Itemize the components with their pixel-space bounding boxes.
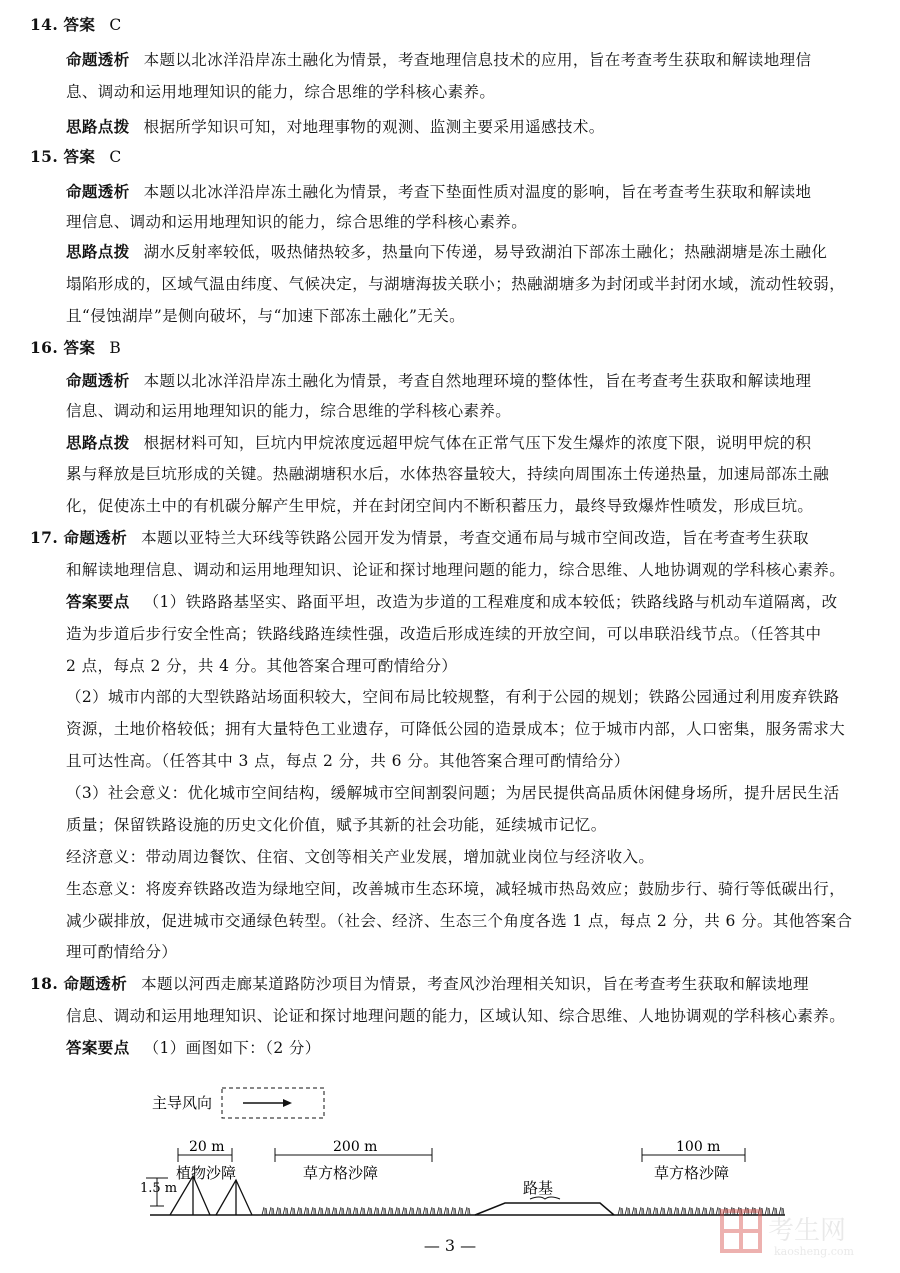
grass-tuft (262, 1207, 267, 1215)
roadbed-brace (530, 1197, 560, 1199)
answer-label: 答案 (63, 148, 96, 166)
grass-tuft (402, 1207, 407, 1215)
grass-tuft (695, 1207, 700, 1215)
grass-tuft (276, 1207, 281, 1215)
analysis-text: 信息、调动和运用地理知识的能力，综合思维的学科核心素养。 (66, 402, 512, 420)
grass-tuft (430, 1207, 435, 1215)
analysis-label: 命题透析 (66, 372, 130, 390)
analysis-label: 命题透析 (63, 529, 128, 547)
grass-tuft (709, 1207, 714, 1215)
q14-answer-line (30, 15, 122, 35)
analysis-label: 命题透析 (66, 183, 130, 201)
grass-tuft (639, 1207, 644, 1215)
dim-20-label: 20 m (189, 1139, 225, 1155)
hint-label: 思路点拨 (66, 243, 130, 261)
points-text: 质量；保留铁路设施的历史文化价值，赋予其新的社会功能，延续城市记忆。 (66, 816, 607, 834)
points-text: 2 点，每点 2 分，共 4 分。其他答案合理可酌情给分） (66, 657, 458, 675)
roadbed-label: 路基 (523, 1179, 554, 1197)
analysis-text: 本题以北冰洋沿岸冻土融化为情景，考查下垫面性质对温度的影响，旨在考查考生获取和解读地 (143, 183, 812, 201)
points-label: 答案要点 (66, 593, 130, 611)
grass-tuft (325, 1207, 330, 1215)
grass-tuft (381, 1207, 386, 1215)
analysis-text: 本题以北冰洋沿岸冻土融化为情景，考查地理信息技术的应用，旨在考查考生获取和解读地理信 (143, 51, 812, 69)
grass-barrier-label-2: 草方格沙障 (654, 1164, 730, 1182)
grass-tuft (346, 1207, 351, 1215)
hint-text: 且“侵蚀湖岸”是侧向破坏，与“加速下部冻土融化”无关。 (66, 307, 465, 325)
grass-tuft (625, 1207, 630, 1215)
points-text: 资源，土地价格较低；拥有大量特色工业遗存，可降低公园的造景成本；位于城市内部，人口密集，服务需求大 (66, 720, 846, 738)
q15-analysis-line (66, 182, 811, 202)
grass-barrier-label-1: 草方格沙障 (303, 1164, 379, 1182)
points-text: （1）铁路路基坚实、路面平坦，改造为步道的工程难度和成本较低；铁路线路与机动车道隔离，改 (143, 593, 838, 611)
hint-text: 湖水反射率较低，吸热储热较多，热量向下传递，易导致湖泊下部冻土融化；热融湖塘是冻土融化 (143, 243, 828, 261)
points-text: 减少碳排放，促进城市交通绿色转型。（社会、经济、生态三个角度各选 1 点，每点 2 分，共 6 分。其他答案合 (66, 912, 853, 930)
veg-barrier-label: 植物沙障 (176, 1164, 237, 1182)
dim-100-label: 100 m (676, 1139, 721, 1155)
q17-analysis-line (30, 528, 809, 548)
grass-tuft (318, 1207, 323, 1215)
question-number: 18. (30, 974, 59, 993)
analysis-text: 信息、调动和运用地理知识、论证和探讨地理问题的能力，区域认知、综合思维、人地协调观的学科核心素养。 (66, 1007, 846, 1025)
roadbed-shape (475, 1203, 614, 1215)
points-text: （2）城市内部的大型铁路站场面积较大，空间布局比较规整，有利于公园的规划；铁路公园通过利用废弃铁路 (66, 688, 840, 706)
analysis-label: 命题透析 (63, 975, 128, 993)
hint-label: 思路点拨 (66, 118, 130, 136)
grass-tuft (444, 1207, 449, 1215)
points-text: 造为步道后步行安全性高；铁路线路连续性强，改造后形成连续的开放空间，可以串联沿线节点。（任答其中 (66, 625, 822, 643)
points-text: 理可酌情给分） (66, 943, 178, 961)
points-text: 生态意义：将废弃铁路改造为绿地空间，改善城市生态环境，减轻城市热岛效应；鼓励步行、骑行等低碳出行， (66, 880, 846, 898)
q15-answer-line (30, 147, 122, 167)
q16-answer-line (30, 338, 121, 358)
hint-text: 根据所学知识可知，对地理事物的观测、监测主要采用遥感技术。 (143, 118, 605, 136)
grass-tuft (367, 1207, 372, 1215)
q15-hint-line (66, 242, 827, 262)
answer-value: C (109, 148, 122, 166)
grass-tuft (646, 1207, 651, 1215)
analysis-text: 理信息、调动和运用地理知识的能力，综合思维的学科核心素养。 (66, 213, 528, 231)
analysis-text: 本题以北冰洋沿岸冻土融化为情景，考查自然地理环境的整体性，旨在考查考生获取和解读地理 (143, 372, 812, 390)
grass-tuft (653, 1207, 658, 1215)
points-text: （1）画图如下：（2 分） (143, 1039, 321, 1057)
watermark-icon (718, 1205, 883, 1260)
analysis-text: 息、调动和运用地理知识的能力，综合思维的学科核心素养。 (66, 83, 496, 101)
dim-1-5-label: 1.5 m (140, 1181, 178, 1196)
wind-label: 主导风向 (152, 1094, 213, 1112)
hint-text: 根据材料可知，巨坑内甲烷浓度远超甲烷气体在正常气压下发生爆炸的浓度下限，说明甲烷的积 (143, 434, 812, 452)
grass-tuft (458, 1207, 463, 1215)
grass-tuft (688, 1207, 693, 1215)
grass-tuft (332, 1207, 337, 1215)
analysis-text: 和解读地理信息、调动和运用地理知识、论证和探讨地理问题的能力，综合思维、人地协调观的学科核心素养。 (66, 561, 846, 579)
grass-tufts (262, 1207, 784, 1215)
watermark-logo (718, 1205, 883, 1260)
grass-tuft (388, 1207, 393, 1215)
grass-tuft (409, 1207, 414, 1215)
answer-label: 答案 (63, 16, 96, 34)
dim-200-label: 200 m (333, 1139, 378, 1155)
answer-value: B (109, 339, 122, 357)
grass-tuft (451, 1207, 456, 1215)
grass-tuft (702, 1207, 707, 1215)
q18-points-line (66, 1038, 321, 1058)
q16-hint-line (66, 433, 811, 453)
grass-tuft (290, 1207, 295, 1215)
grass-tuft (674, 1207, 679, 1215)
grass-tuft (339, 1207, 344, 1215)
grass-tuft (374, 1207, 379, 1215)
points-text: 且可达性高。（任答其中 3 点，每点 2 分，共 6 分。其他答案合理可酌情给分） (66, 752, 630, 770)
grass-tuft (423, 1207, 428, 1215)
watermark-brand: 考生网 (768, 1216, 847, 1246)
q17-points-line (66, 592, 838, 612)
question-number: 14. (30, 15, 59, 34)
grass-tuft (304, 1207, 309, 1215)
grass-tuft (416, 1207, 421, 1215)
points-text: （3）社会意义：优化城市空间结构，缓解城市空间割裂问题；为居民提供高品质休闲健身场所，提升居民生活 (66, 784, 840, 802)
wind-arrowhead-icon (283, 1099, 292, 1107)
hint-label: 思路点拨 (66, 434, 130, 452)
grass-tuft (269, 1207, 274, 1215)
grass-tuft (632, 1207, 637, 1215)
watermark-site: kaosheng.com (774, 1245, 854, 1258)
q14-hint-line (66, 117, 605, 137)
question-number: 16. (30, 338, 59, 357)
grass-tuft (618, 1207, 623, 1215)
grass-tuft (437, 1207, 442, 1215)
points-label: 答案要点 (66, 1039, 130, 1057)
q14-analysis-line (66, 50, 811, 70)
question-number: 17. (30, 528, 59, 547)
analysis-label: 命题透析 (66, 51, 130, 69)
page-number: — 3 — (423, 1236, 477, 1255)
answer-label: 答案 (63, 339, 96, 357)
q16-analysis-line (66, 371, 811, 391)
answer-value: C (109, 16, 122, 34)
grass-tuft (681, 1207, 686, 1215)
grass-tuft (395, 1207, 400, 1215)
hint-text: 化，促使冻土中的有机碳分解产生甲烷，并在封闭空间内不断积蓄压力，最终导致爆炸性喷发，形成巨坑。 (66, 497, 814, 515)
hint-text: 累与释放是巨坑形成的关键。热融湖塘积水后，水体热容量较大，持续向周围冻土传递热量，加速局部冻土融 (66, 465, 830, 483)
grass-tuft (465, 1207, 470, 1215)
grass-tuft (311, 1207, 316, 1215)
analysis-text: 本题以亚特兰大环线等铁路公园开发为情景，考查交通布局与城市空间改造，旨在考查考生获取 (141, 529, 809, 547)
hint-text: 塌陷形成的，区域气温由纬度、气候决定，与湖塘海拔关联小；热融湖塘多为封闭或半封闭水域，流动性较弱， (66, 275, 846, 293)
grass-tuft (283, 1207, 288, 1215)
grass-tuft (667, 1207, 672, 1215)
points-text: 经济意义：带动周边餐饮、住宿、文创等相关产业发展，增加就业岗位与经济收入。 (66, 848, 655, 866)
q18-analysis-line (30, 974, 809, 994)
grass-tuft (660, 1207, 665, 1215)
grass-tuft (360, 1207, 365, 1215)
question-number: 15. (30, 147, 59, 166)
analysis-text: 本题以河西走廊某道路防沙项目为情景，考查风沙治理相关知识，旨在考查考生获取和解读地理 (141, 975, 809, 993)
grass-tuft (353, 1207, 358, 1215)
plant-barrier-shape (216, 1180, 252, 1215)
grass-tuft (297, 1207, 302, 1215)
